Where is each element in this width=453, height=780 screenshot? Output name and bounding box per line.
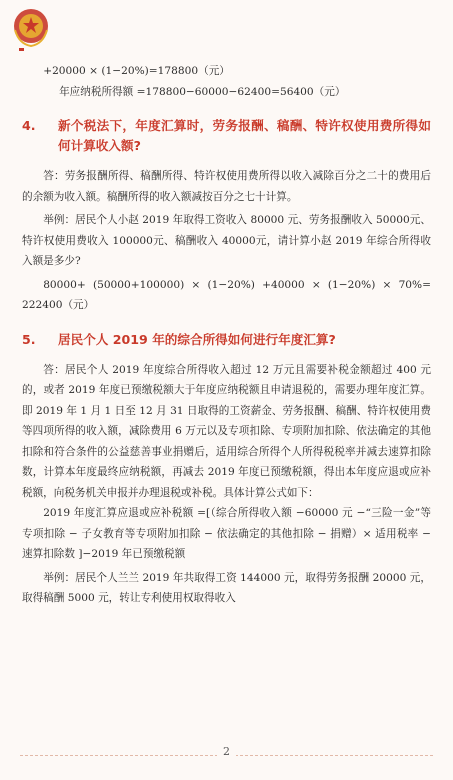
taxable-income-line: 年应纳税所得额 =178800−60000−62400=56400（元） bbox=[59, 85, 346, 98]
section-heading bbox=[22, 330, 431, 350]
section-heading bbox=[22, 116, 431, 156]
tax-emblem-icon bbox=[9, 4, 53, 54]
section-number: 4. bbox=[22, 118, 36, 133]
answer-paragraph: 答：劳务报酬所得、稿酬所得、特许权使用费所得以收入减除百分之二十的费用后的余额为收入额。稿酬所得的收入额减按百分之七十计算。 bbox=[22, 170, 431, 203]
example-paragraph: 举例：居民个人小赵 2019 年取得工资收入 80000 元、劳务报酬收入 50000元、特许权使用费收入 100000元、稿酬收入 40000元，请计算小赵 2019 年综合所得收入额是多少? bbox=[22, 214, 431, 267]
calc-continuation-line: +20000 × (1−20%)=178800（元） bbox=[43, 65, 230, 77]
section-number: 5. bbox=[22, 331, 36, 347]
formula-paragraph: 2019 年度汇算应退或应补税额 =[（综合所得收入额 −60000 元 −“三险一金”等专项扣除 − 子女教育等专项附加扣除 − 依法确定的其他扣除 − 捐赠）× 适用税率 − 速算扣除数 ]−2019 年已预缴税额 bbox=[22, 507, 431, 560]
section-title: 新个税法下，年度汇算时，劳务报酬、稿酬、特许权使用费所得如何计算收入额? bbox=[58, 118, 431, 153]
formula-paragraph: 80000+ (50000+100000) × (1−20%) +40000 × (1−20%) × 70%= 222400（元） bbox=[22, 278, 431, 311]
page-number: 2 bbox=[0, 745, 453, 758]
section-title: 居民个人 2019 年的综合所得如何进行年度汇算? bbox=[58, 331, 336, 347]
page-body bbox=[22, 61, 431, 609]
example-paragraph: 举例：居民个人兰兰 2019 年共取得工资 144000 元，取得劳务报酬 20000 元，取得稿酬 5000 元，转让专利使用权取得收入 bbox=[22, 571, 431, 604]
answer-paragraph: 答：居民个人 2019 年度综合所得收入超过 12 万元且需要补税金额超过 400 元的，或者 2019 年度已预缴税额大于年度应纳税额且申请退税的，需要办理年度汇算。即 2019 年 1 月 1 日至 12 月 31 日取得的工资薪金、劳务报酬、稿酬、特许权使用费等四项所得的收入额，减除费用 6 万元以及专项扣除、专项附加扣除、依法确定的其他扣除和符合条件的公益慈善事业捐赠后，适用综合所得个人所得税税率并减去速算扣除数，计算本年度最终应纳税额，再减去 2019 年度已预缴税额，得出本年度应退或应补税额，向税务机关申报并办理退税或补税。具体计算公式如下： bbox=[22, 363, 431, 499]
